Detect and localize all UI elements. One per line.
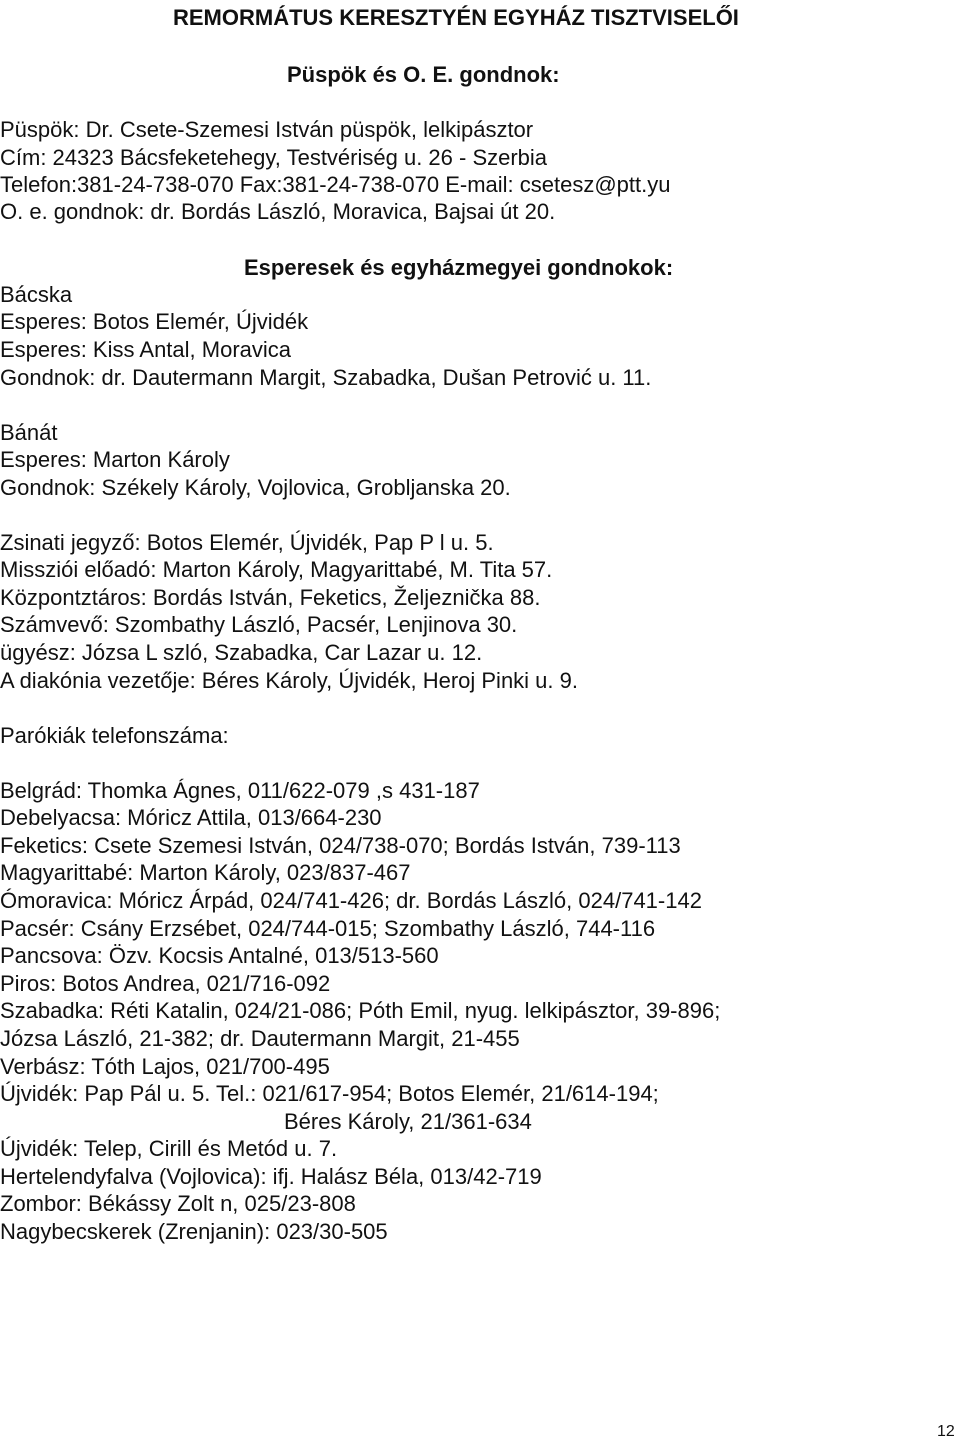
deans-heading: Esperesek és egyházmegyei gondnokok: — [244, 255, 674, 280]
parish-line: Debelyacsa: Móricz Attila, 013/664-230 — [0, 805, 382, 830]
parish-line-continued: Béres Károly, 21/361-634 — [284, 1109, 532, 1134]
page-number: 12 — [937, 1423, 955, 1440]
bishop-heading: Püspök és O. E. gondnok: — [287, 62, 560, 87]
parish-line: Pacsér: Csány Erzsébet, 024/744-015; Szombathy László, 744-116 — [0, 916, 656, 941]
bishop-line: Püspök: Dr. Csete-Szemesi István püspök, lelkipásztor — [0, 117, 534, 142]
officer-line: ügyész: Józsa L szló, Szabadka, Car Lazar u. 12. — [0, 640, 483, 665]
parish-line: Hertelendyfalva (Vojlovica): ifj. Halász Béla, 013/42-719 — [0, 1164, 542, 1189]
parish-heading: Parókiák telefonszáma: — [0, 723, 229, 748]
steward-line: O. e. gondnok: dr. Bordás László, Moravica, Bajsai út 20. — [0, 199, 556, 224]
parish-line: Újvidék: Pap Pál u. 5. Tel.: 021/617-954; Botos Elemér, 21/614-194; — [0, 1081, 659, 1106]
parish-line: Belgrád: Thomka Ágnes, 011/622-079 ,s 431-187 — [0, 778, 480, 803]
bacska-dean-1: Esperes: Botos Elemér, Újvidék — [0, 309, 309, 334]
officer-line: Központztáros: Bordás István, Feketics, Željeznička 88. — [0, 585, 541, 610]
parish-line: Újvidék: Telep, Cirill és Metód u. 7. — [0, 1136, 338, 1161]
parish-line: Zombor: Békássy Zolt n, 025/23-808 — [0, 1191, 356, 1216]
officer-line: A diakónia vezetője: Béres Károly, Újvidék, Heroj Pinki u. 9. — [0, 668, 578, 693]
region-bacska: Bácska — [0, 282, 73, 307]
parish-line: Szabadka: Réti Katalin, 024/21-086; Póth Emil, nyug. lelkipásztor, 39-896; — [0, 998, 721, 1023]
officer-line: Számvevő: Szombathy László, Pacsér, Lenjinova 30. — [0, 612, 518, 637]
parish-line: Piros: Botos Andrea, 021/716-092 — [0, 971, 331, 996]
bacska-dean-2: Esperes: Kiss Antal, Moravica — [0, 337, 292, 362]
contact-line: Telefon:381-24-738-070 Fax:381-24-738-070 E-mail: csetesz@ptt.yu — [0, 172, 671, 197]
banat-dean: Esperes: Marton Károly — [0, 447, 230, 472]
officer-line: Missziói előadó: Marton Károly, Magyarittabé, M. Tita 57. — [0, 557, 553, 582]
document-title: REMORMÁTUS KERESZTYÉN EGYHÁZ TISZTVISELŐI — [173, 5, 739, 30]
address-line: Cím: 24323 Bácsfeketehegy, Testvériség u. 26 - Szerbia — [0, 145, 548, 170]
parish-line: Verbász: Tóth Lajos, 021/700-495 — [0, 1054, 330, 1079]
bacska-steward: Gondnok: dr. Dautermann Margit, Szabadka, Dušan Petrović u. 11. — [0, 365, 652, 390]
parish-line: Feketics: Csete Szemesi István, 024/738-070; Bordás István, 739-113 — [0, 833, 681, 858]
banat-steward: Gondnok: Székely Károly, Vojlovica, Grobljanska 20. — [0, 475, 511, 500]
parish-line: Józsa László, 21-382; dr. Dautermann Margit, 21-455 — [0, 1026, 520, 1051]
parish-line: Magyarittabé: Marton Károly, 023/837-467 — [0, 860, 411, 885]
parish-line: Ómoravica: Móricz Árpád, 024/741-426; dr. Bordás László, 024/741-142 — [0, 888, 702, 913]
officer-line: Zsinati jegyző: Botos Elemér, Újvidék, Pap P l u. 5. — [0, 530, 494, 555]
parish-line: Nagybecskerek (Zrenjanin): 023/30-505 — [0, 1219, 388, 1244]
region-banat: Bánát — [0, 420, 58, 445]
parish-line: Pancsova: Özv. Kocsis Antalné, 013/513-560 — [0, 943, 439, 968]
